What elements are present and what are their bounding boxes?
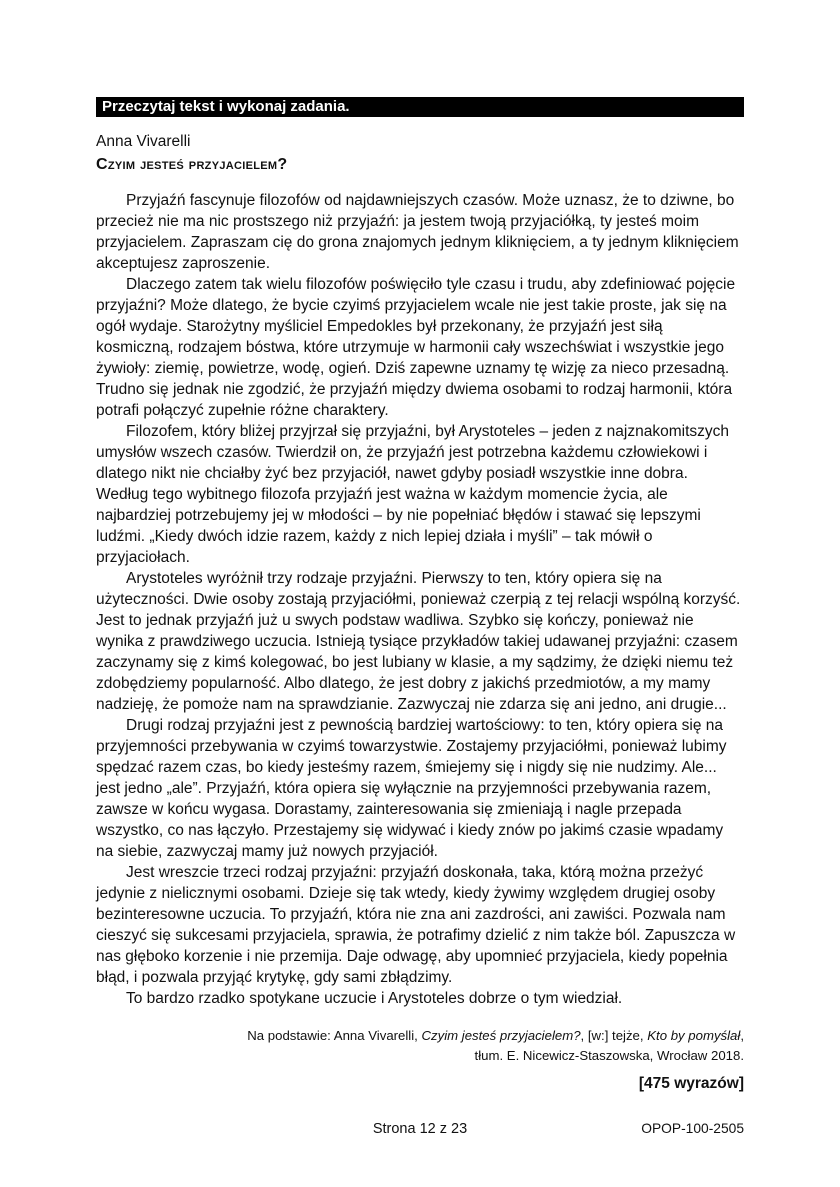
source-text: , [w:] tejże,: [580, 1028, 648, 1043]
page-number: Strona 12 z 23: [372, 1121, 468, 1137]
word-count: [475 wyrazów]: [638, 1075, 744, 1092]
document-code: OPOP-100-2505: [641, 1121, 744, 1136]
source-text: ,: [740, 1028, 744, 1043]
instruction-banner: Przeczytaj tekst i wykonaj zadania.: [96, 97, 744, 117]
article-body: [96, 190, 744, 1009]
source-line-1: [96, 1026, 744, 1046]
paragraph: To bardzo rzadko spotykane uczucie i Arystoteles dobrze o tym wiedział.: [126, 990, 623, 1007]
article-title: Czyim jesteś przyjacielem?: [96, 156, 288, 173]
paragraph: Jest wreszcie trzeci rodzaj przyjaźni: przyjaźń doskonała, taka, którą można przeżyć jedynie z nielicznymi osobami. Dzieje się tak wtedy, kiedy żywimy względem drugiej osoby bezinteresowne uczucia. To przyjaźń, która nie zna ani zazdrości, ani zawiści. Pozwala nam cieszyć się sukcesami przyjaciela, sprawia, że potrafimy dzielić z nim także ból. Zapuszcza w nas głęboko korzenie i nie przemija. Daje odwagę, aby upomnieć przyjaciela, kiedy popełnia błąd, i pozwala przyjąć krytykę, gdy sami zbłądzimy.: [96, 864, 736, 986]
paragraph: Filozofem, który bliżej przyjrzał się przyjaźni, był Arystoteles – jeden z najznakomitszych umysłów wszech czasów. Twierdził on, że przyjaźń jest potrzebna każdemu człowiekowi i dlatego nikt nie chciałby żyć bez przyjaciół, nawet gdyby posiadł wszystkie inne dobra. Według tego wybitnego filozofa przyjaźń jest ważna w każdym momencie życia, ale najbardziej potrzebujemy jej w młodości – by nie popełniać błędów i stawać się lepszymi ludźmi. „Kiedy dwóch idzie razem, każdy z nich lepiej działa i myśli” – tak mówił o przyjaciołach.: [96, 423, 730, 566]
article-author: Anna Vivarelli: [96, 133, 191, 150]
source-attribution: [96, 1026, 744, 1066]
source-work-title: Czyim jesteś przyjacielem?: [421, 1028, 581, 1043]
paragraph: Przyjaźń fascynuje filozofów od najdawniejszych czasów. Może uznasz, że to dziwne, bo przecież nie ma nic prostszego niż przyjaźń: ja jestem twoją przyjaciółką, ty jesteś moim przyjacielem. Zapraszam cię do grona znajomych jednym kliknięciem, a ty jednym kliknięciem akceptujesz zaproszenie.: [96, 192, 739, 272]
source-line-2: tłum. E. Nicewicz-Staszowska, Wrocław 2018.: [474, 1048, 744, 1063]
paragraph: Arystoteles wyróżnił trzy rodzaje przyjaźni. Pierwszy to ten, który opiera się na użyteczności. Dwie osoby zostają przyjaciółmi, ponieważ czerpią z tej relacji wspólną korzyść. Jest to jednak przyjaźń już u swych podstaw wadliwa. Szybko się kończy, ponieważ nie wynika z prawdziwego uczucia. Istnieją tysiące przykładów takiej udawanej przyjaźni: czasem zaczynamy się z kimś kolegować, bo jest lubiany w klasie, a my sądzimy, że dzięki niemu też zdobędziemy popularność. Albo dlatego, że jest dobry z jakichś przedmiotów, a my mamy nadzieję, że pomoże nam na sprawdzianie. Zazwyczaj nie zdarza się ani jedno, ani drugie...: [96, 570, 741, 713]
paragraph: Drugi rodzaj przyjaźni jest z pewnością bardziej wartościowy: to ten, który opiera się na przyjemności przebywania w czyimś towarzystwie. Zostajemy przyjaciółmi, ponieważ lubimy spędzać razem czas, bo kiedy jesteśmy razem, śmiejemy się i nigdy się nie nudzimy. Ale... jest jedno „ale”. Przyjaźń, która opiera się wyłącznie na przyjemności przebywania razem, zawsze w końcu wygasa. Dorastamy, zainteresowania się zmieniają i nagle przepada wszystko, co nas łączyło. Przestajemy się widywać i kiedy znów po jakimś czasie wpadamy na siebie, zazwyczaj mamy już nowych przyjaciół.: [96, 717, 727, 860]
page-footer: [96, 1119, 744, 1139]
source-work-title: Kto by pomyślał: [647, 1028, 741, 1043]
source-text: Na podstawie: Anna Vivarelli,: [247, 1028, 422, 1043]
paragraph: Dlaczego zatem tak wielu filozofów poświęciło tyle czasu i trudu, aby zdefiniować pojęcie przyjaźni? Może dlatego, że bycie czyimś przyjacielem wcale nie jest takie proste, jak się na ogół wydaje. Starożytny myśliciel Empedokles był przekonany, że przyjaźń jest siłą kosmiczną, rodzajem bóstwa, które utrzymuje w harmonii cały wszechświat i wszystkie jego żywioły: ziemię, powietrze, wodę, ogień. Dziś zapewne uznamy tę wizję za nieco przesadną. Trudno się jednak nie zgodzić, że przyjaźń między dwiema osobami to rodzaj harmonii, która potrafi połączyć zupełnie różne charaktery.: [96, 276, 736, 419]
